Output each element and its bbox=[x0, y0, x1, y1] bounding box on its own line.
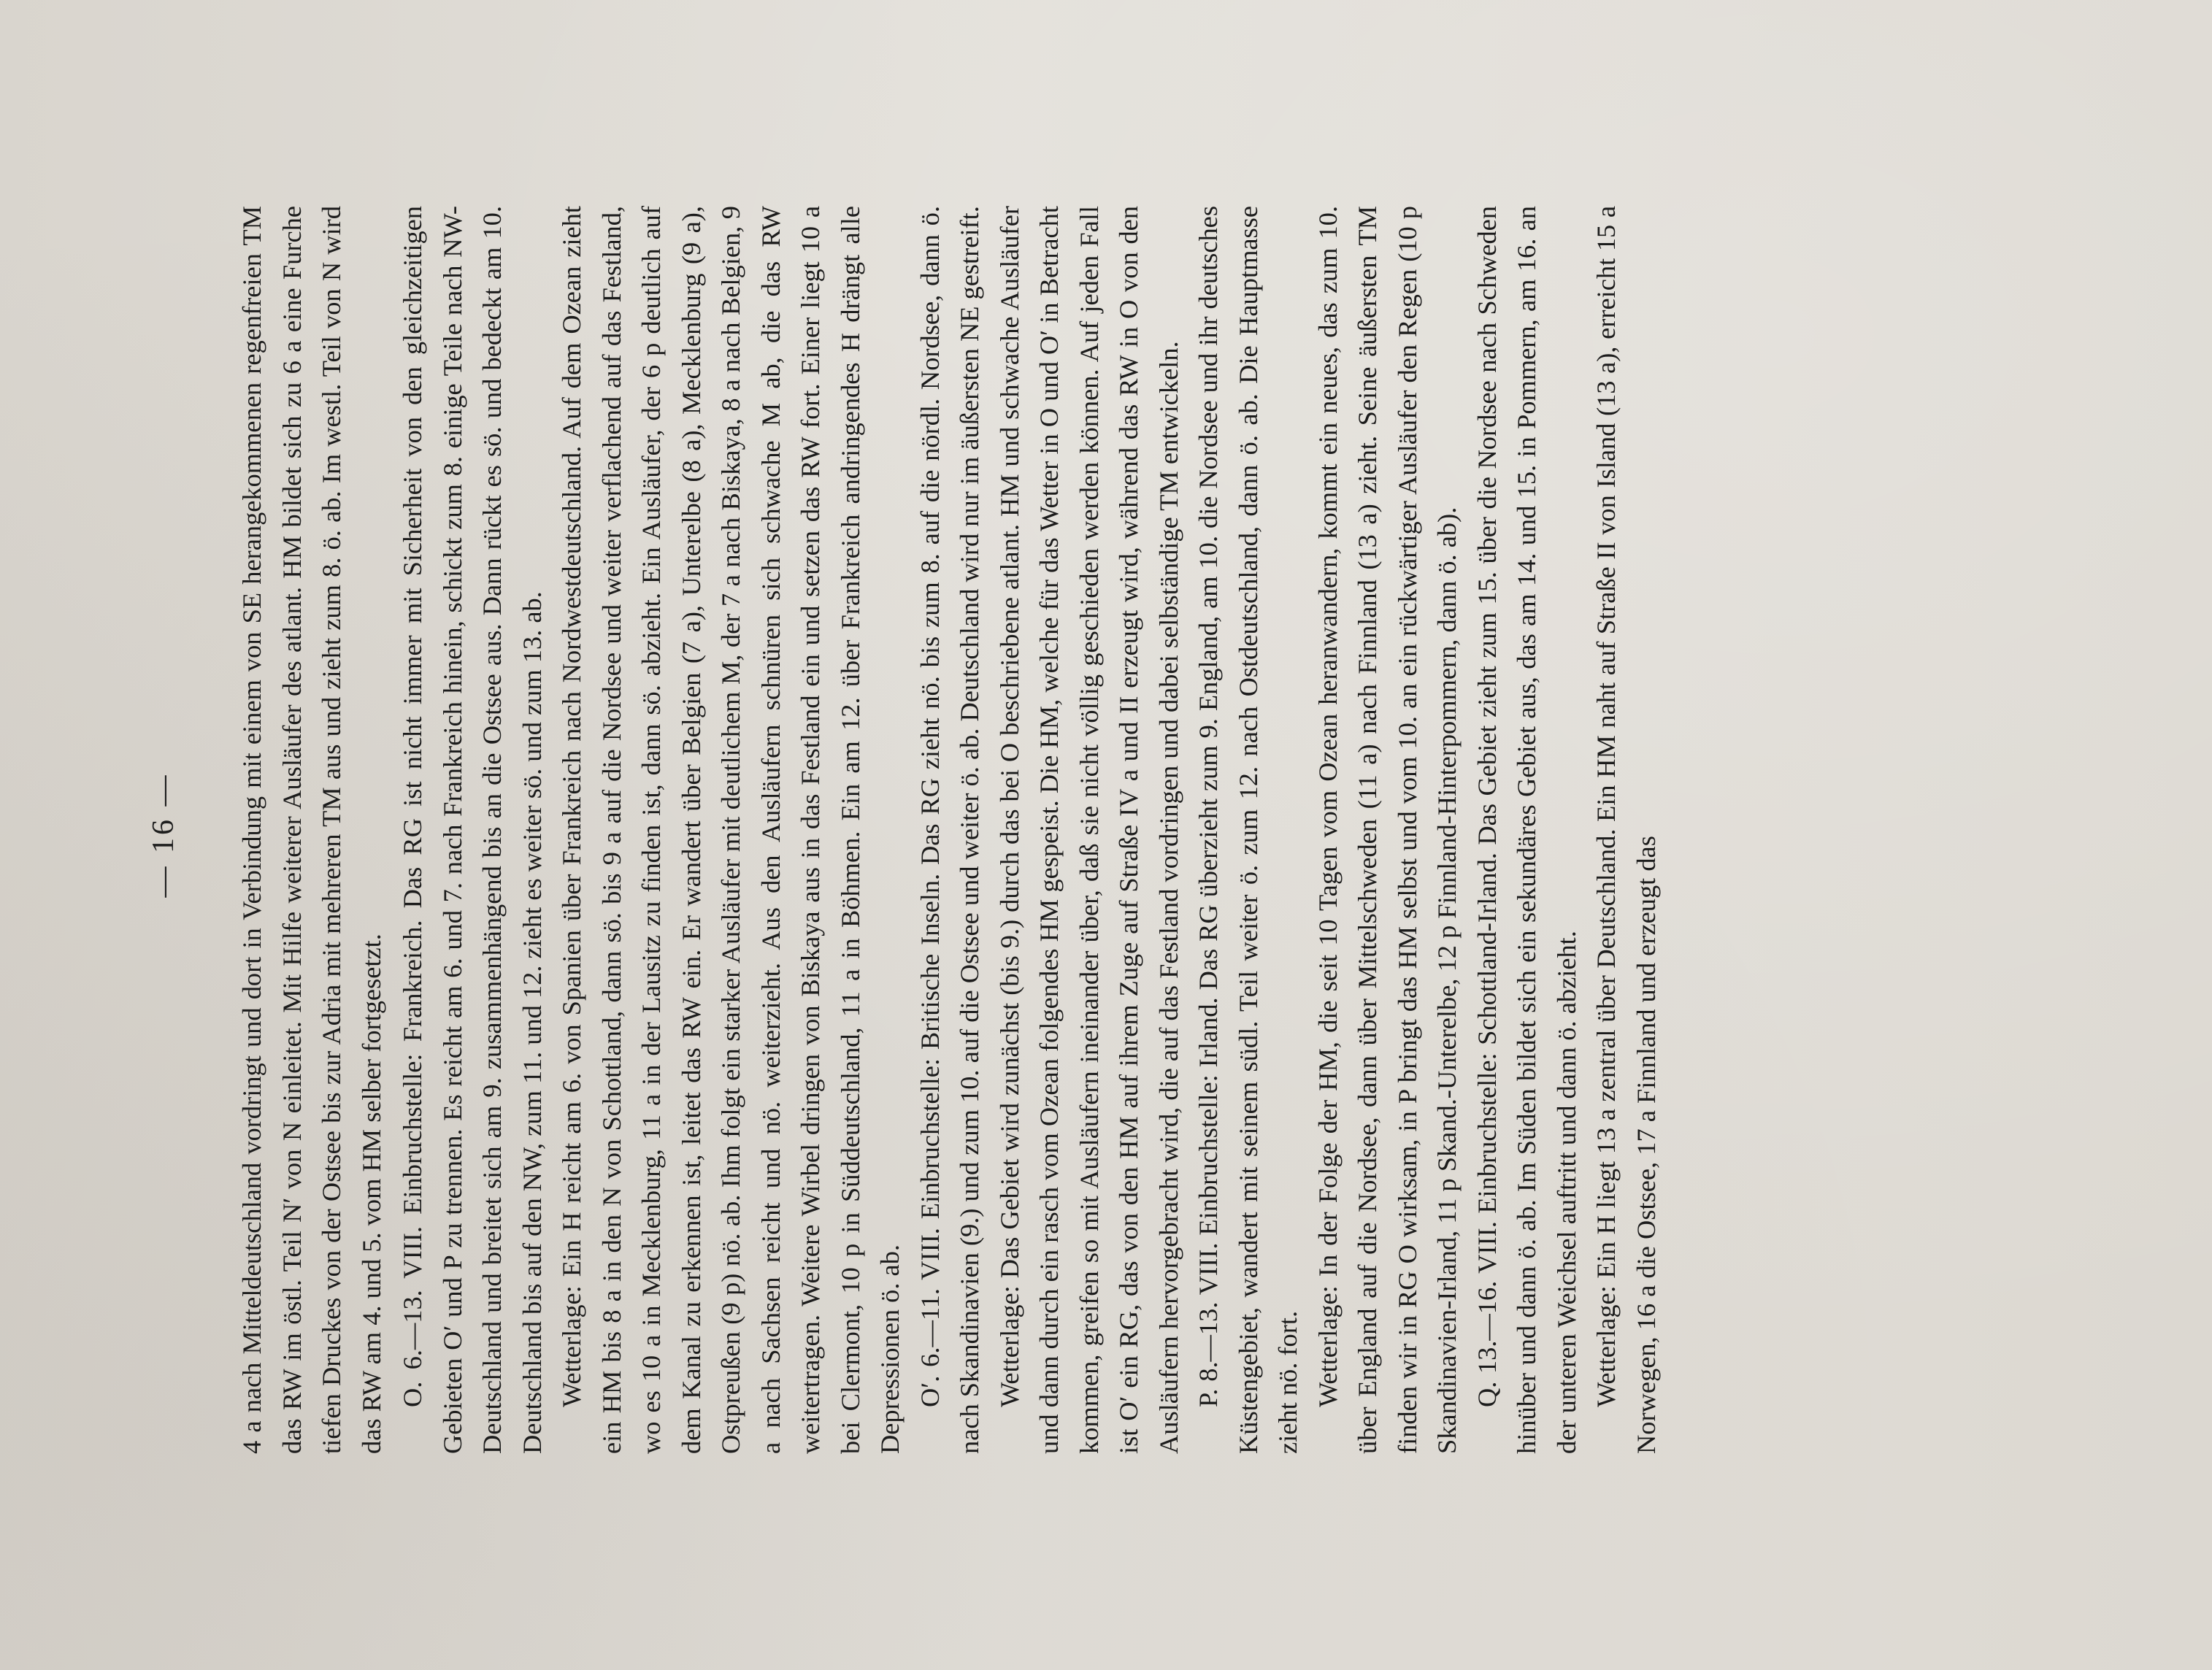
paragraph-continuation: 4 a nach Mitteldeutschland vordringt und dort in Verbindung mit einem von SE herangekommenen regenfreien TM das RW im östl. Teil N′ von N einleitet. Mit Hilfe weiterer Ausläufer des atlant. HM bildet sich zu 6 a eine Furche tiefen Druckes von der Ostsee bis zur Adria mit mehreren TM aus und zieht zum 8. ö. ab. Im westl. Teil von N wird das RW am 4. und 5. vom HM selber fortgesetzt. bbox=[237, 206, 386, 1454]
paragraph-weather-o: Wetterlage: Ein H reicht am 6. von Spanien über Frankreich nach Nordwestdeutschland. Auf dem Ozean zieht ein HM bis 8 a in den N von Schottland, dann sö. bis 9 a auf die Nordsee und weiter verflachend auf das Festland, wo es 10 a in Mecklenburg, 11 a in der Lausitz zu finden ist, dann sö. abzieht. Ein Ausläufer, der 6 p deutlich auf dem Kanal zu erkennen ist, leitet das RW ein. Er wandert über Belgien (7 a), Unterelbe (8 a), Mecklenburg (9 a), Ostpreußen (9 p) nö. ab. Ihm folgt ein starker Ausläufer mit deutlichem M, der 7 a nach Biskaya, 8 a nach Belgien, 9 a nach Sachsen reicht und nö. weiterzieht. Aus den Ausläufern schnüren sich schwache M ab, die das RW weitertragen. Weitere Wirbel dringen von Biskaya aus in das Festland ein und setzen das RW fort. Einer liegt 10 a bei Clermont, 10 p in Süddeutschland, 11 a in Böhmen. Ein am 12. über Frankreich andringendes H drängt alle Depressionen ö. ab. bbox=[557, 206, 905, 1454]
paragraph-region-o: O. 6.—13. VIII. Einbruchstelle: Frankreich. Das RG ist nicht immer mit Sicherheit von den gleichzeitigen Gebieten O′ und P zu trennen. Es reicht am 6. und 7. nach Frankreich hinein, schickt zum 8. einige Teile nach NW-Deutschland und breitet sich am 9. zusammenhängend bis an die Ostsee aus. Dann rückt es sö. und bedeckt am 10. Deutschland bis auf den NW, zum 11. und 12. zieht es weiter sö. und zum 13. ab. bbox=[398, 206, 547, 1454]
body-text bbox=[232, 206, 1666, 1454]
paragraph-region-q: Q. 13.—16. VIII. Einbruchstelle: Schottland-Irland. Das Gebiet zieht zum 15. über die Nordsee nach Schweden hinüber und dann ö. ab. Im Süden bildet sich ein sekundäres Gebiet aus, das am 14. und 15. in Pommern, am 16. an der unteren Weichsel auftritt und dann ö. abzieht. bbox=[1472, 206, 1581, 1454]
paragraph-region-p: P. 8.—13. VIII. Einbruchstelle: Irland. Das RG überzieht zum 9. England, am 10. die Nordsee und ihr deutsches Küstengebiet, wandert mit seinem südl. Teil weiter ö. zum 12. nach Ostdeutschland, dann ö. ab. Die Hauptmasse zieht nö. fort. bbox=[1194, 206, 1302, 1454]
paragraph-weather-p: Wetterlage: In der Folge der HM, die seit 10 Tagen vom Ozean heranwandern, kommt ein neues, das zum 10. über England auf die Nordsee, dann über Mittelschweden (11 a) nach Finnland (13 a) zieht. Seine äußersten TM finden wir in RG O wirksam, in P bringt das HM selbst und vom 10. an ein rückwärtiger Ausläufer den Regen (10 p Skandinavien-Irland, 11 p Skand.-Unterelbe, 12 p Finnland-Hinterpommern, dann ö. ab). bbox=[1313, 206, 1462, 1454]
paragraph-weather-o-prime: Wetterlage: Das Gebiet wird zunächst (bis 9.) durch das bei O beschriebene atlant. HM und schwache Ausläufer und dann durch ein rasch vom Ozean folgendes HM gespeist. Die HM, welche für das Wetter in O und O′ in Betracht kommen, greifen so mit Ausläufern ineinander über, daß sie nicht völlig geschieden werden können. Auf jeden Fall ist O′ ein RG, das von den HM auf ihrem Zuge auf Straße IV a und II erzeugt wird, während das RW in O von den Ausläufern hervorgebracht wird, die auf das Festland vordringen und dabei selbständige TM entwickeln. bbox=[994, 206, 1183, 1454]
paragraph-weather-q: Wetterlage: Ein H liegt 13 a zentral über Deutschland. Ein HM naht auf Straße II von Island (13 a), erreicht 15 a Norwegen, 16 a die Ostsee, 17 a Finnland und erzeugt das bbox=[1591, 206, 1661, 1454]
page-number: — 16 — bbox=[147, 772, 180, 898]
paragraph-region-o-prime: O′. 6.—11. VIII. Einbruchstelle: Britische Inseln. Das RG zieht nö. bis zum 8. auf die nördl. Nordsee, dann ö. nach Skandinavien (9.) und zum 10. auf die Ostsee und weiter ö. ab. Deutschland wird nur im äußersten NE gestreift. bbox=[915, 206, 984, 1454]
